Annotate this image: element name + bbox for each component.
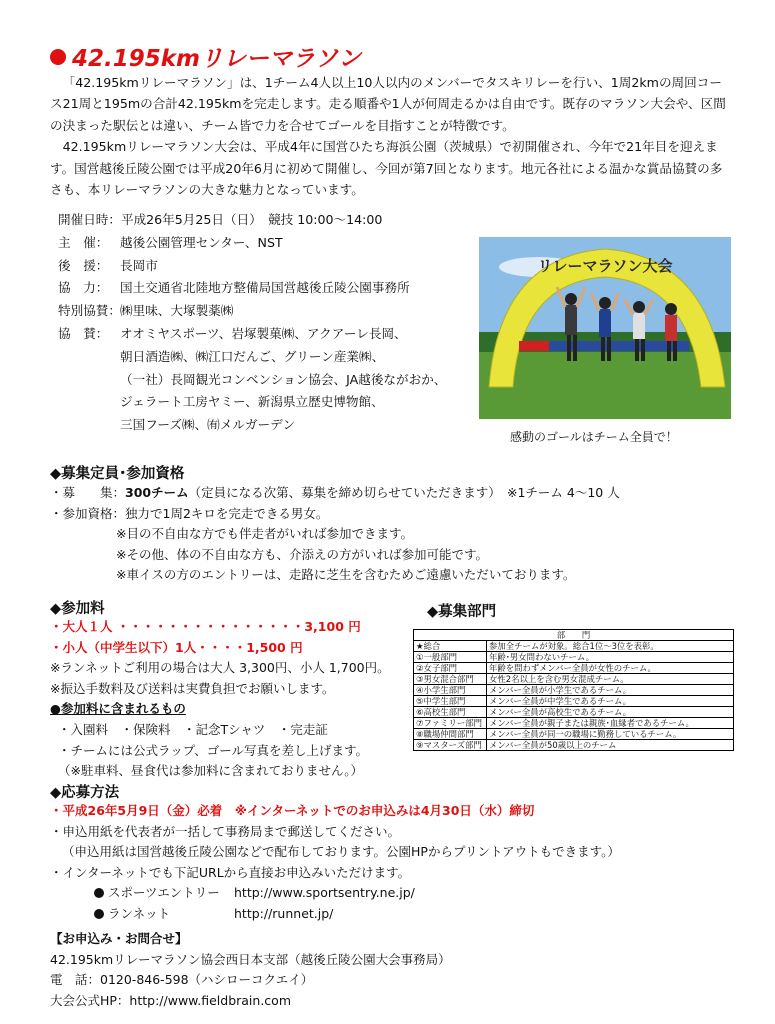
host-label: 主 催： [58,234,109,250]
contact-phone: 電 話：0120-846-598（ハシローコクエイ） [50,972,314,988]
apply-heading: ◆応募方法 [50,785,120,801]
bullet-icon [50,49,66,65]
sponsor-line: オオミヤスポーツ、岩塚製菓㈱、アクアーレ長岡、 [120,325,407,341]
division-name: ⑤中学生部門 [414,696,487,707]
table-row [414,729,734,740]
fee-section [50,617,390,782]
sponsor-line: ジェラート工房ヤミー、新潟県立歴史博物館、 [120,394,384,410]
recruit-section [50,483,620,586]
apply-deadline: ・平成26年5月9日（金）必着 ※インターネットでのお申込みは4月30日（水）締切 [50,803,535,818]
division-desc: 年齢を問わずメンバー全員が女性のチーム。 [487,663,734,674]
sponsor-label: 協 賛： [58,325,109,341]
division-desc: メンバー全員が小学生であるチーム。 [487,685,734,696]
division-name: ★総合 [414,641,487,652]
date-label: 開催日時： [58,212,121,227]
division-name: ③男女混合部門 [414,674,487,685]
intro-paragraph: 「42.195kmリレーマラソン」は、1チーム4人以上10人以内のメンバーでタスキリレーを行い、1周2kmの周回コース21周と195mの合計42.195kmを完走します。走る順番や1人が何周走るかは自由です。既存のマラソン大会や、区間の決まった駅伝とは違い、チーム皆で力を合せてゴールを目指すことが特徴です。 [50,75,726,133]
division-desc: メンバー全員が中学生であるチーム。 [487,696,734,707]
contact-org: 42.195kmリレーマラソン協会西日本支部（越後丘陵公園大会事務局） [50,951,451,967]
recruit-note: ※その他、体の不自由な方も、介添えの方がいれば参加可能です。 [116,546,488,562]
goal-photo-illustration [479,237,731,419]
sportsentry-label: スポーツエントリー [108,885,220,901]
table-row [414,740,734,751]
event-info [58,209,446,437]
sponsor-line: 朝日酒造㈱、㈱江口だんご、グリーン産業㈱、 [120,348,385,364]
intro-text [50,72,728,200]
division-name: ⑥高校生部門 [414,707,487,718]
sponsor-line: （一社）長岡観光コンベンション協会、JA越後ながおか、 [120,371,447,387]
recruit-note: ※目の不自由な方でも伴走者がいれば参加できます。 [116,526,413,542]
bullet-icon [94,909,104,919]
contact-website[interactable]: 大会公式HP：http://www.fieldbrain.com [50,992,291,1008]
included-extra: ・チームには公式ラップ、ゴール写真を差し上げます。 [58,742,369,758]
fee-note: ※振込手数料及び送料は実費負担でお願いします。 [50,680,335,696]
support-value: 長岡市 [120,257,158,273]
divisions-table [413,629,734,751]
apply-instruction: ・申込用紙を代表者が一括して事務局まで郵送してください。 [50,823,401,839]
svg-text:リレーマラソン大会: リレーマラソン大会 [537,257,673,275]
fee-note: ※ランネットご利用の場合は大人 3,300円、小人 1,700円。 [50,660,390,676]
fee-adult: ・大人１人 ・・・・・・・・・・・・・・・3,100 円 [50,619,361,634]
contact-heading: 【お申込み・お問合せ】 [50,931,188,946]
apply-instruction: ・インターネットでも下記URLから直接お申込みいただけます。 [50,864,411,880]
division-desc: メンバー全員が親子または親族･血縁者であるチーム。 [487,718,734,729]
page-title: 42.195kmリレーマラソン [50,40,361,73]
quota-label: ・募 集： [50,485,126,500]
qualification-value: 独力で1周2キロを完走できる男女。 [125,505,329,521]
date-value: 平成26年5月25日（日） 競技 10:00～14:00 [120,212,383,227]
coop-label: 協 力： [58,280,109,296]
division-name: ⑨マスターズ部門 [414,740,487,751]
table-row [414,685,734,696]
divisions-heading: ◆募集部門 [427,604,497,620]
division-desc: 年齢･男女問わないチーム。 [487,652,734,663]
division-desc: 参加全チームが対象。総合1位～3位を表彰。 [487,641,734,652]
runnet-label: ランネット [108,905,171,921]
sponsor-line: 三国フーズ㈱、㈲メルガーデン [120,417,296,433]
runnet-link[interactable]: http://runnet.jp/ [234,905,334,921]
division-desc: メンバー全員が高校生であるチーム。 [487,707,734,718]
table-row [414,641,734,652]
recruit-note: ※車イスの方のエントリーは、走路に芝生を含むためご遠慮いただいております。 [116,567,576,583]
division-desc: 女性2名以上を含む男女混成チーム。 [487,674,734,685]
division-name: ⑦ファミリー部門 [414,718,487,729]
photo-caption: 感動のゴールはチーム全員で！ [510,430,678,444]
host-value: 越後公園管理センター、NST [120,234,283,250]
table-row [414,663,734,674]
table-row [414,674,734,685]
table-row [414,652,734,663]
goal-photo [479,237,731,419]
apply-section [50,801,620,925]
bullet-icon [94,888,104,898]
intro-paragraph: 42.195kmリレーマラソン大会は、平成4年に国営ひたち海浜公園（茨城県）で初開催され、今年で21年目を迎えます。国営越後丘陵公園では平成20年6月に初めて開催し、今回が第7回となります。地元各社による温かな賞品協賛の多さも、本リレーマラソンの大きな魅力となっています。 [50,139,723,198]
included-note: （※駐車料、昼食代は参加料に含まれておりません。） [58,763,363,779]
table-header: 部 門 [414,630,734,641]
quota-value: 300チーム [125,485,189,500]
division-name: ①一般部門 [414,652,487,663]
support-label: 後 援： [58,257,109,273]
table-row [414,696,734,707]
special-sponsor-label: 特別協賛： [58,303,121,319]
included-heading: ●参加料に含まれるもの [50,701,186,717]
contact-section [50,929,451,1011]
table-row [414,718,734,729]
apply-instruction: （申込用紙は国営越後丘陵公園などで配布しております。公園HPからプリントアウトもできます。） [62,844,620,860]
table-row [414,707,734,718]
fee-child: ・小人（中学生以下）1人・・・・1,500 円 [50,639,303,655]
recruit-heading: ◆募集定員･参加資格 [50,466,185,482]
division-name: ④小学生部門 [414,685,487,696]
table-header-row [414,630,734,641]
sportsentry-link[interactable]: http://www.sportsentry.ne.jp/ [234,885,415,901]
fee-heading: ◆参加料 [50,601,105,617]
division-name: ②女子部門 [414,663,487,674]
qualification-label: ・参加資格： [50,505,126,521]
division-name: ⑧職場仲間部門 [414,729,487,740]
special-sponsor-value: ㈱里味、大塚製薬㈱ [120,303,234,319]
included-items: ・入園料 ・保険料 ・記念Tシャツ ・完走証 [58,721,328,737]
quota-note: （定員になる次第、募集を締め切らせていただきます） ※1チーム 4～10 人 [188,485,620,500]
coop-value: 国土交通省北陸地方整備局国営越後丘陵公園事務所 [120,280,410,296]
division-desc: メンバー全員が50歳以上のチーム [487,740,734,751]
division-desc: メンバー全員が同一の職場に勤務しているチーム。 [487,729,734,740]
